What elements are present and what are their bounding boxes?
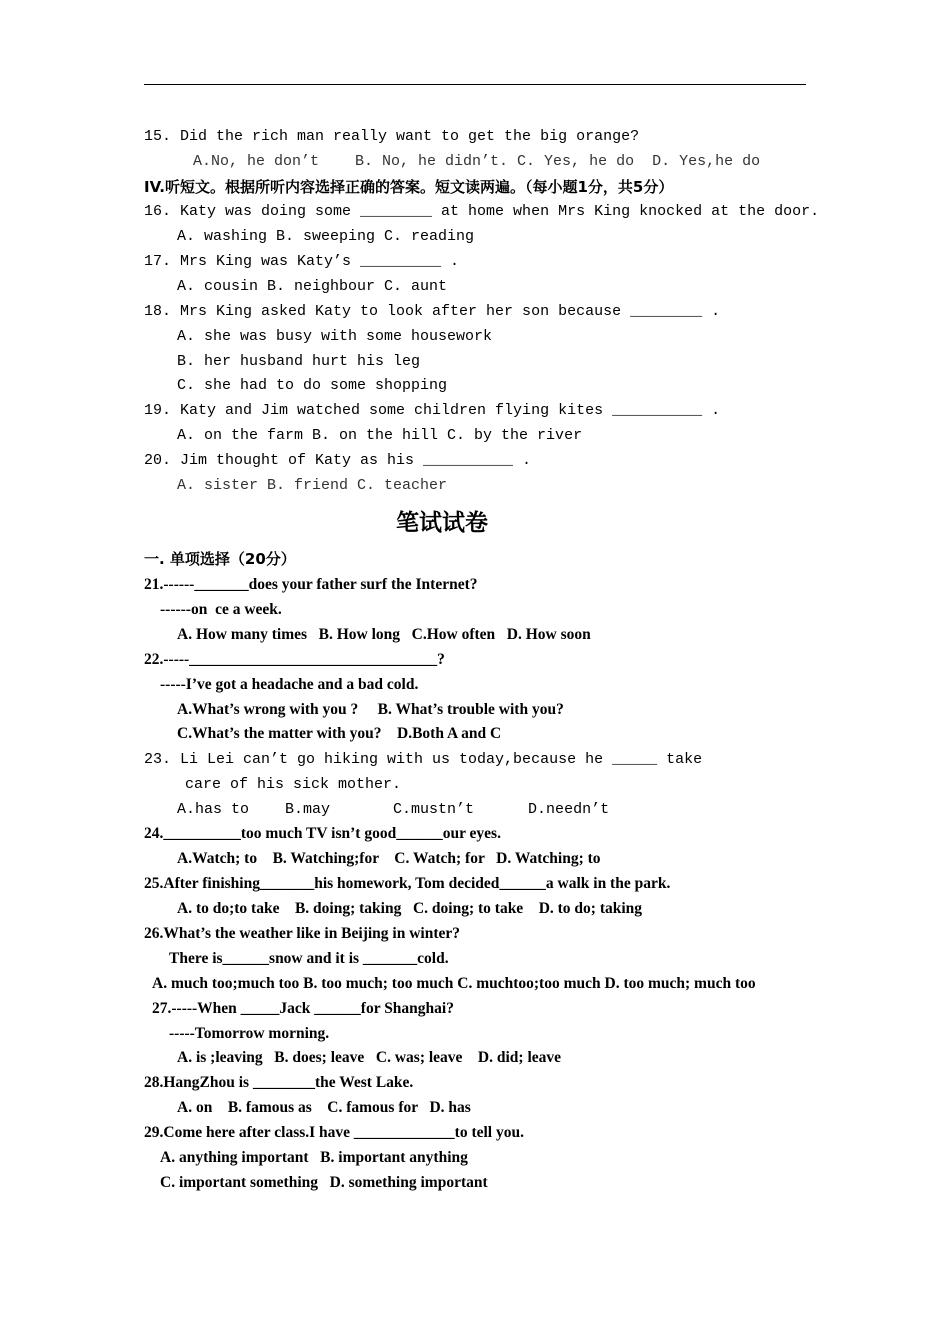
q23-stem-continued: care of his sick mother. bbox=[185, 776, 402, 793]
q27-stem: 27.-----When _____Jack ______for Shanghai? bbox=[152, 1000, 454, 1017]
q22-options-1: A.What’s wrong with you ? B. What’s trouble with you? bbox=[177, 701, 564, 718]
q24-options: A.Watch; to B. Watching;for C. Watch; for D. Watching; to bbox=[177, 850, 601, 867]
q22-stem: 22.-----________________________________? bbox=[144, 651, 445, 668]
q16-options: A. washing B. sweeping C. reading bbox=[177, 228, 475, 245]
q25-stem: 25.After finishing_______his homework, Tom decided______a walk in the park. bbox=[144, 875, 671, 892]
q20-options: A. sister B. friend C. teacher bbox=[177, 477, 448, 494]
q17-stem: 17. Mrs King was Katy’s _________ . bbox=[144, 253, 460, 270]
q21-stem: 21.------_______does your father surf the Internet? bbox=[144, 576, 478, 593]
q19-stem: 19. Katy and Jim watched some children flying kites __________ . bbox=[144, 402, 721, 419]
q29-options-2: C. important something D. something important bbox=[160, 1174, 488, 1191]
q18-option-a: A. she was busy with some housework bbox=[177, 328, 493, 345]
q18-option-b: B. her husband hurt his leg bbox=[177, 353, 421, 370]
q18-option-c: C. she had to do some shopping bbox=[177, 377, 448, 394]
section1-heading: 一. 单项选择（20分） bbox=[144, 550, 296, 568]
q28-stem: 28.HangZhou is ________the West Lake. bbox=[144, 1074, 414, 1091]
q25-options: A. to do;to take B. doing; taking C. doing; to take D. to do; taking bbox=[177, 900, 643, 917]
header-rule bbox=[144, 84, 806, 85]
q15-stem: 15. Did the rich man really want to get the big orange? bbox=[144, 128, 640, 145]
q27-reply: -----Tomorrow morning. bbox=[169, 1025, 330, 1042]
q23-options: A.has to B.may C.mustn’t D.needn’t bbox=[177, 801, 610, 818]
q18-stem: 18. Mrs King asked Katy to look after her son because ________ . bbox=[144, 303, 721, 320]
q29-stem: 29.Come here after class.I have _____________to tell you. bbox=[144, 1124, 524, 1141]
q21-reply: ------on ce a week. bbox=[160, 601, 282, 618]
q21-options: A. How many times B. How long C.How often D. How soon bbox=[177, 626, 591, 643]
section4-heading: IV.听短文。根据所听内容选择正确的答案。短文读两遍。（每小题1分，共5分） bbox=[144, 178, 674, 196]
q16-stem: 16. Katy was doing some ________ at home when Mrs King knocked at the door. bbox=[144, 203, 820, 220]
q29-options-1: A. anything important B. important anything bbox=[160, 1149, 468, 1166]
q27-options: A. is ;leaving B. does; leave C. was; leave D. did; leave bbox=[177, 1049, 562, 1066]
q23-stem: 23. Li Lei can’t go hiking with us today,because he _____ take bbox=[144, 751, 703, 768]
q17-options: A. cousin B. neighbour C. aunt bbox=[177, 278, 448, 295]
q22-options-2: C.What’s the matter with you? D.Both A and C bbox=[177, 725, 502, 742]
q20-stem: 20. Jim thought of Katy as his __________ . bbox=[144, 452, 532, 469]
written-exam-title: 笔试试卷 bbox=[396, 509, 488, 536]
q24-stem: 24.__________too much TV isn’t good______our eyes. bbox=[144, 825, 501, 842]
q26-stem: 26.What’s the weather like in Beijing in winter? bbox=[144, 925, 461, 942]
q22-reply: -----I’ve got a headache and a bad cold. bbox=[160, 676, 419, 693]
q26-options: A. much too;much too B. too much; too much C. muchtoo;too much D. too much; much too bbox=[152, 975, 756, 992]
q26-reply: There is______snow and it is _______cold. bbox=[169, 950, 449, 967]
q15-options: A.No, he don’t B. No, he didn’t. C. Yes, he do D. Yes,he do bbox=[193, 153, 761, 170]
q28-options: A. on B. famous as C. famous for D. has bbox=[177, 1099, 471, 1116]
q19-options: A. on the farm B. on the hill C. by the river bbox=[177, 427, 583, 444]
